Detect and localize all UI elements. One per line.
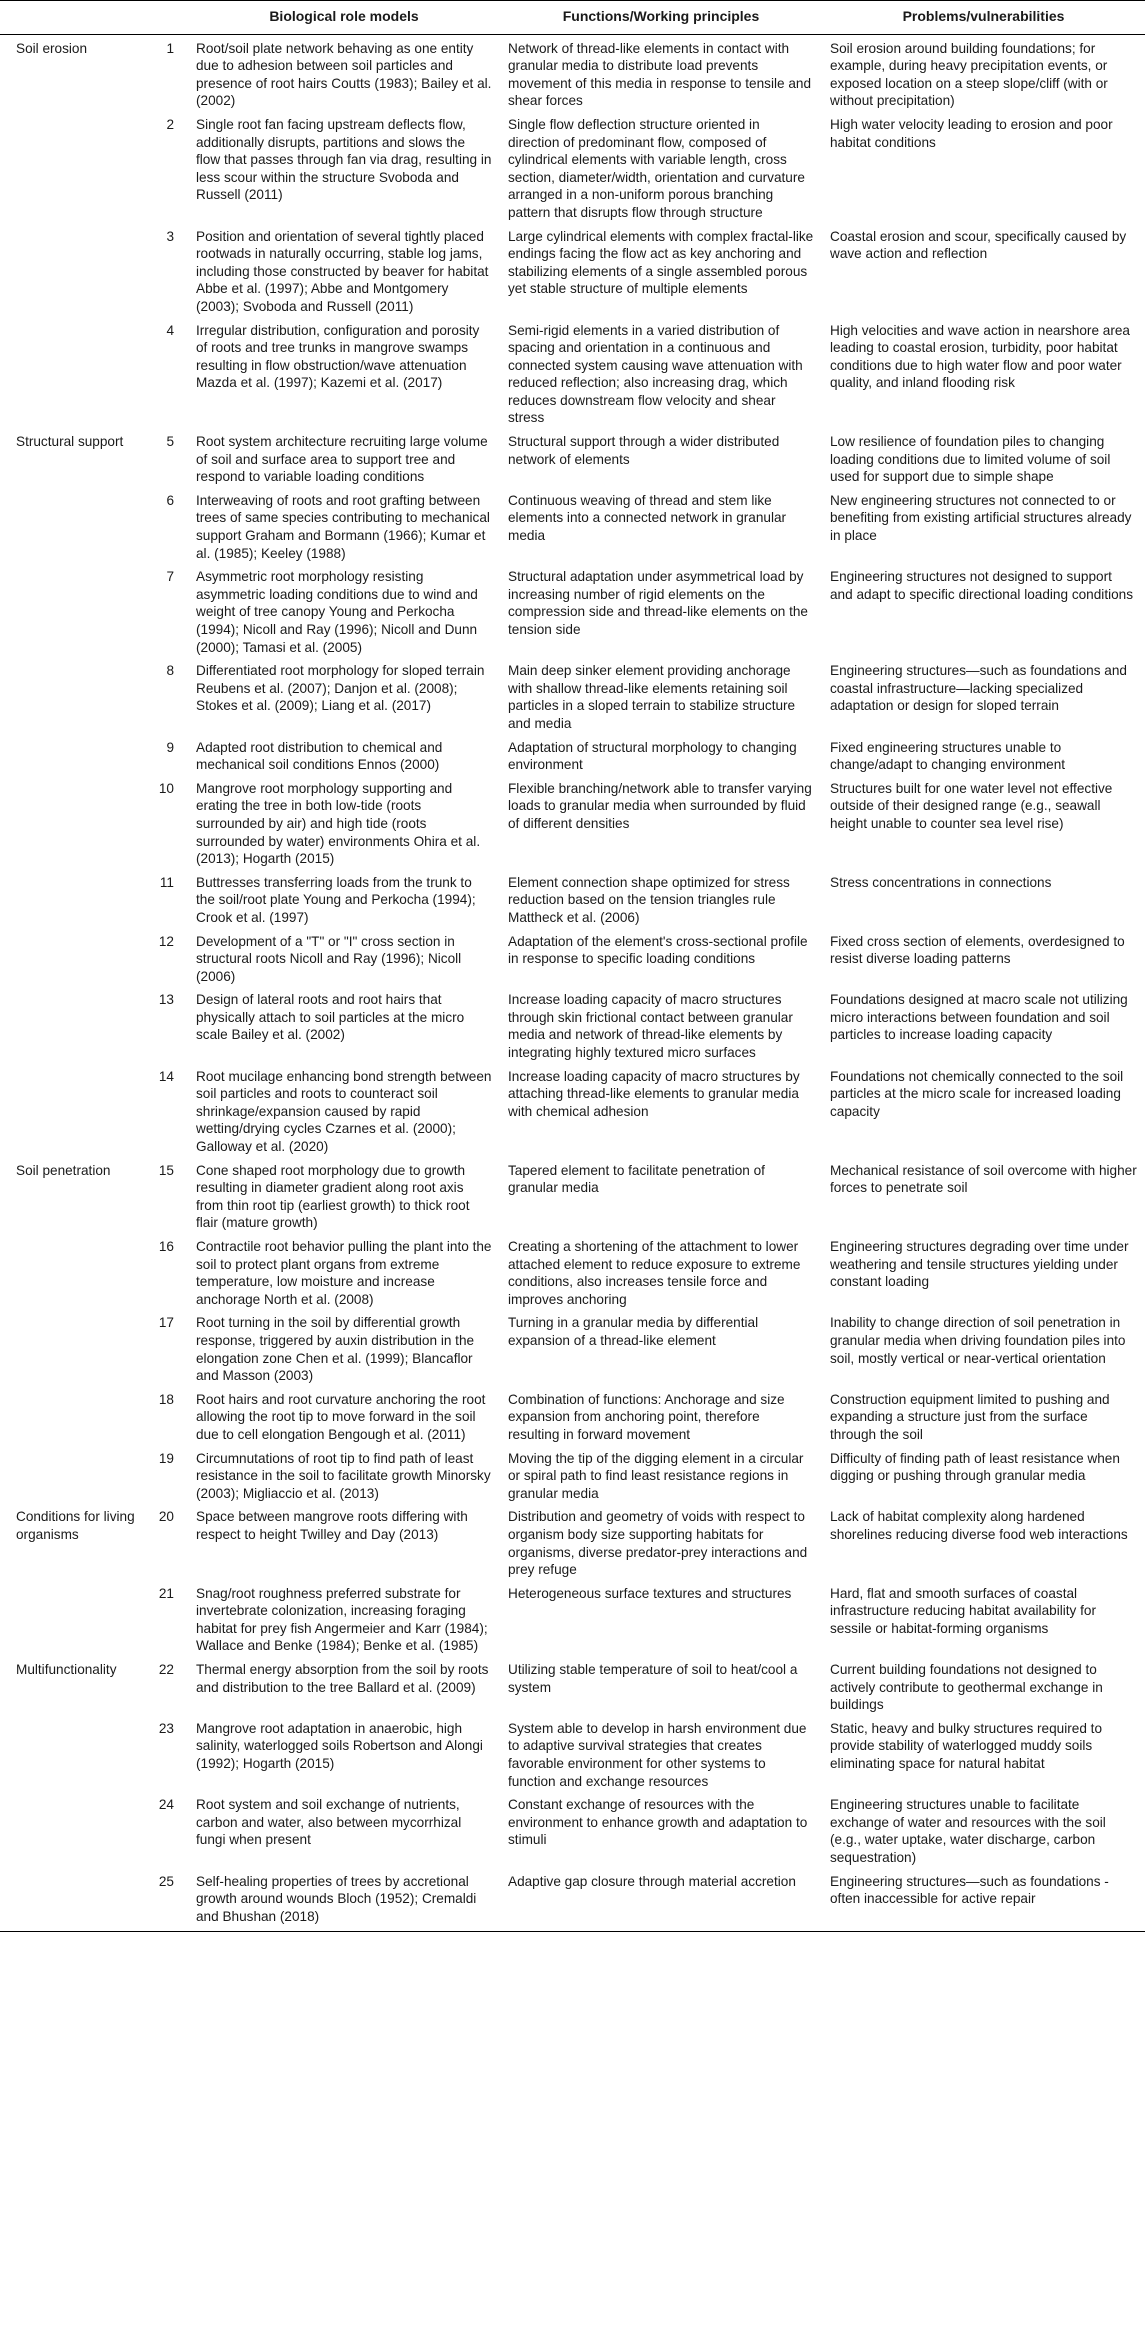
row-number-cell: 21 [158,1585,174,1601]
biological-role-cell: Buttresses transferring loads from the trunk to the soil/root plate Young and Perkocha (1994); Crook et al. (1997) [196,874,476,925]
biological-role-cell: Thermal energy absorption from the soil by roots and distribution to the tree Ballard et al. (2009) [196,1662,489,1695]
category-cell [0,1584,150,1660]
row-number-cell: 12 [158,933,174,949]
biological-role-cell: Contractile root behavior pulling the plant into the soil to protect plant organs from extreme temperature, low moisture and increase anchorage North et al. (2008) [196,1239,492,1307]
row-number-cell: 20 [158,1509,174,1525]
row-number-cell: 13 [158,992,174,1008]
row-number-cell: 23 [158,1720,174,1736]
function-cell: Distribution and geometry of voids with respect to organism body size supporting habitats for organisms, diverse predator-prey interactions and prey refuge [508,1509,808,1578]
category-cell: Structural support [16,434,124,450]
row-number-cell: 10 [158,780,174,796]
biological-role-cell: Single root fan facing upstream deflects flow, additionally disrupts, partitions and slows the flow that passes through fan via drag, resulting in less scour within the structure Svoboda and Russell (2011) [196,116,492,203]
category-cell [0,1067,150,1161]
problem-cell: High velocities and wave action in nearshore area leading to coastal erosion, turbidity, poor habitat conditions due to high water flow and poor water quality, and inland flooding risk [830,322,1130,391]
problem-cell: Inability to change direction of soil penetration in granular media when driving foundation piles into soil, mostly vertical or near-vertical orientation [830,1315,1126,1366]
row-number-cell: 11 [159,874,174,890]
function-cell: Utilizing stable temperature of soil to heat/cool a system [508,1662,798,1695]
table-row [0,738,1145,779]
row-number-cell: 9 [166,739,174,755]
problem-cell: New engineering structures not connected to or benefiting from existing artificial structures already in place [830,492,1132,544]
table-row [0,1313,1145,1389]
category-cell [0,491,150,567]
biological-role-cell: Self-healing properties of trees by accretional growth around wounds Bloch (1952); Cremaldi and Bhushan (2018) [188,1872,500,1932]
biological-role-cell: Design of lateral roots and root hairs that physically attach to soil particles at the micro scale Bailey et al. (2002) [196,992,465,1043]
biological-role-cell: Root/soil plate network behaving as one entity due to adhesion between soil particles and presence of root hairs Coutts (1983); Bailey et al. (2002) [196,40,492,109]
row-number-cell: 8 [166,663,174,679]
problem-cell: Current building foundations not designed to actively contribute to geothermal exchange in buildings [830,1662,1103,1713]
header-problems-vulnerabilities: Problems/vulnerabilities [822,1,1145,35]
biological-role-cell: Circumnutations of root tip to find path of least resistance in the soil to facilitate growth Minorsky (2003); Migliaccio et al. (2013) [196,1450,491,1501]
function-cell: Heterogeneous surface textures and structures [508,1585,792,1601]
table-row [0,1719,1145,1795]
function-cell: Adaptation of structural morphology to changing environment [508,739,797,773]
table-row [0,1390,1145,1449]
function-cell: Increase loading capacity of macro structures through skin frictional contact between granular media and network of thread-like elements by integrating highly textured micro surfaces [508,992,793,1061]
row-number-cell: 24 [158,1797,174,1813]
header-functions-working-principles: Functions/Working principles [500,1,822,35]
function-cell: Single flow deflection structure oriented in direction of predominant flow, composed of cylindrical elements with variable length, cross section, diameter/width, orientation and curvature arranged in a non-uniform porous branching pattern that disrupts flow through structure [508,116,805,220]
function-cell: Adaptation of the element's cross-sectional profile in response to specific loading conditions [508,933,808,967]
table-row [0,990,1145,1066]
biological-role-cell: Adapted root distribution to chemical and mechanical soil conditions Ennos (2000) [196,739,443,773]
header-biological-role-models: Biological role models [188,1,500,35]
problem-cell: Engineering structures—such as foundations and coastal infrastructure—lacking specialized adaptation or design for sloped terrain [830,663,1127,714]
biological-role-cell: Root turning in the soil by differential growth response, triggered by auxin distribution in the elongation zone Chen et al. (1999); Blancaflor and Masson (2003) [196,1315,475,1384]
function-cell: Large cylindrical elements with complex fractal-like endings facing the flow act as key anchoring and stabilizing elements of a single assembled porous yet stable structure of multiple elements [508,228,814,297]
biological-role-cell: Irregular distribution, configuration and porosity of roots and tree trunks in mangrove swamps resulting in flow obstruction/wave attenuation Mazda et al. (1997); Kazemi et al. (2017) [196,322,480,391]
function-cell: Moving the tip of the digging element in a circular or spiral path to find least resistance regions in granular media [508,1450,804,1501]
category-cell [0,227,150,321]
problem-cell: Engineering structures—such as foundations - often inaccessible for active repair [822,1872,1145,1932]
table-row [0,1507,1145,1583]
header-category [0,1,150,35]
table-row [0,1795,1145,1871]
table-row [0,227,1145,321]
category-cell: Conditions for living organisms [16,1509,135,1542]
table-header [0,1,1145,35]
row-number-cell: 16 [158,1239,174,1254]
category-cell [0,1795,150,1871]
problem-cell: Static, heavy and bulky structures required to provide stability of waterlogged muddy soils eliminating space for natural habitat [830,1720,1103,1772]
row-number-cell: 17 [158,1315,174,1331]
table-row [0,321,1145,433]
function-cell: Semi-rigid elements in a varied distribution of spacing and orientation in a continuous and connected system causing wave attenuation with reduced reflection; also increasing drag, which reduces downstream flow velocity and shear stress [508,322,803,426]
function-cell: Flexible branching/network able to transfer varying loads to granular media when surrounded by fluid of different densities [508,780,812,831]
biological-role-cell: Development of a "T" or "I" cross section in structural roots Nicoll and Ray (1996); Nicoll (2006) [196,933,462,984]
problem-cell: Stress concentrations in connections [830,874,1052,890]
row-number-cell: 2 [166,116,174,132]
biological-role-cell: Cone shaped root morphology due to growth resulting in diameter gradient along root axis from thin root tip (earliest growth) to thick root flair (mature growth) [196,1162,470,1231]
table-row [0,661,1145,737]
category-cell [0,990,150,1066]
row-number-cell: 22 [158,1662,174,1678]
table-row [0,873,1145,932]
problem-cell: Coastal erosion and scour, specifically caused by wave action and reflection [830,228,1127,262]
category-cell [0,1719,150,1795]
table-row [0,779,1145,873]
biological-role-cell: Asymmetric root morphology resisting asymmetric loading conditions due to wind and weight of tree canopy Young and Perkocha (1994); Nicoll and Ray (1996); Nicoll and Dunn (2000); Tamasi et al. (2005) [196,569,478,655]
biological-role-cell: Root system architecture recruiting large volume of soil and surface area to support tree and respond to variable loading conditions [196,434,488,485]
problem-cell: Engineering structures unable to facilitate exchange of water and resources with the soil (e.g., water uptake, water discharge, carbon sequestration) [830,1797,1106,1865]
function-cell: Adaptive gap closure through material accretion [500,1872,822,1932]
category-cell [0,567,150,661]
function-cell: Structural support through a wider distributed network of elements [508,434,780,467]
row-number-cell: 4 [166,322,174,338]
category-cell [0,873,150,932]
row-number-cell: 18 [158,1391,174,1407]
category-cell [0,1390,150,1449]
table-row [0,567,1145,661]
table-row [0,115,1145,227]
biological-role-cell: Root system and soil exchange of nutrients, carbon and water, also between mycorrhizal fungi when present [196,1797,462,1848]
problem-cell: Engineering structures not designed to support and adapt to specific directional loading conditions [830,569,1134,602]
problem-cell: Fixed cross section of elements, overdesigned to resist diverse loading patterns [830,933,1125,967]
biological-role-cell: Mangrove root morphology supporting and erating the tree in both low-tide (roots surrounded by air) and high tide (roots surrounded by water) environments Ohira et al. (2013); Hogarth (2015) [196,780,481,867]
function-cell: Constant exchange of resources with the environment to enhance growth and adaptation to stimuli [508,1797,808,1848]
problem-cell: Structures built for one water level not effective outside of their designed range (e.g., seawall height unable to counter sea level rise) [830,780,1113,831]
category-cell [0,779,150,873]
row-number-cell: 7 [166,569,174,585]
row-number-cell: 14 [158,1068,174,1084]
row-number-cell: 3 [166,228,174,244]
problem-cell: Foundations designed at macro scale not utilizing micro interactions between foundation and soil particles to increase loading capacity [830,992,1128,1043]
function-cell: Main deep sinker element providing anchorage with shallow thread-like elements retaining soil particles in a sloped terrain to stabilize structure and media [508,663,796,731]
function-cell: Combination of functions: Anchorage and size expansion from anchoring point, therefore resulting in forward movement [508,1391,785,1442]
function-cell: Turning in a granular media by differential expansion of a thread-like element [508,1315,759,1348]
table-row [0,432,1145,491]
row-number-cell: 15 [158,1162,174,1178]
problem-cell: Hard, flat and smooth surfaces of coastal infrastructure reducing habitat availability for sessile or habitat-forming organisms [830,1585,1096,1636]
problem-cell: High water velocity leading to erosion and poor habitat conditions [830,116,1113,150]
problem-cell: Fixed engineering structures unable to change/adapt to changing environment [830,739,1066,773]
table-row [0,1584,1145,1660]
function-cell: Tapered element to facilitate penetration of granular media [508,1162,765,1196]
table-row [0,491,1145,567]
category-cell [0,932,150,991]
category-cell [0,1872,150,1932]
biological-role-cell: Differentiated root morphology for sloped terrain Reubens et al. (2007); Danjon et al. (2008); Stokes et al. (2009); Liang et al. (2017) [196,663,485,714]
problem-cell: Low resilience of foundation piles to changing loading conditions due to limited volume of soil used for support due to simple shape [830,434,1111,485]
table-row [0,34,1145,115]
biological-role-cell: Position and orientation of several tightly placed rootwads in naturally occurring, stable log jams, including those constructed by beaver for habitat Abbe et al. (1997); Abbe and Montgomery (2003); Svoboda and Russell (2011) [196,228,489,314]
table-row [0,1660,1145,1719]
category-cell [0,738,150,779]
table-row [0,932,1145,991]
problem-cell: Engineering structures degrading over time under weathering and tensile structures yielding under constant loading [830,1239,1129,1290]
function-cell: System able to develop in harsh environment due to adaptive survival strategies that creates favorable environment for other systems to function and exchange resources [508,1720,807,1789]
row-number-cell: 1 [166,40,174,56]
biological-role-cell: Interweaving of roots and root grafting between trees of same species contributing to mechanical support Graham and Bormann (1966); Kumar et al. (1985); Keeley (1988) [196,492,490,561]
header-number [150,1,188,35]
problem-cell: Lack of habitat complexity along hardened shorelines reducing diverse food web interactions [830,1509,1128,1542]
function-cell: Increase loading capacity of macro structures by attaching thread-like elements to granular media with chemical adhesion [508,1068,800,1119]
table-row [0,1872,1145,1932]
category-cell [0,1313,150,1389]
problem-cell: Difficulty of finding path of least resistance when digging or pushing through granular media [830,1450,1120,1484]
biological-role-cell: Root hairs and root curvature anchoring the root allowing the root tip to move forward in the soil due to cell elongation Bengough et al. (2011) [196,1391,486,1442]
table-row [0,1161,1145,1237]
table-row [0,1449,1145,1508]
category-cell [0,115,150,227]
category-cell [0,321,150,433]
function-cell: Creating a shortening of the attachment to lower attached element to reduce exposure to extreme conditions, also increases tensile force and improves anchoring [508,1239,801,1307]
problem-cell: Mechanical resistance of soil overcome with higher forces to penetrate soil [830,1162,1137,1196]
function-cell: Element connection shape optimized for stress reduction based on the tension triangles rule Mattheck et al. (2006) [508,874,790,925]
table-row [0,1237,1145,1313]
problem-cell: Soil erosion around building foundations; for example, during heavy precipitation events, or exposed location on a steep slope/cliff (with or without precipitation) [830,40,1108,109]
row-number-cell: 25 [150,1872,188,1932]
function-cell: Continuous weaving of thread and stem like elements into a connected network in granular media [508,492,787,544]
category-cell [0,1237,150,1313]
table-body [0,34,1145,1932]
row-number-cell: 5 [166,434,174,450]
function-cell: Structural adaptation under asymmetrical load by increasing number of rigid elements on the compression side and thread-like elements on the tension side [508,569,808,637]
category-cell: Soil erosion [16,40,88,56]
biological-role-cell: Space between mangrove roots differing with respect to height Twilley and Day (2013) [196,1509,468,1542]
biological-role-cell: Mangrove root adaptation in anaerobic, high salinity, waterlogged soils Robertson and Alongi (1992); Hogarth (2015) [196,1720,483,1772]
header-row [0,1,1145,35]
function-cell: Network of thread-like elements in contact with granular media to distribute load prevents movement of this media in response to tensile and shear forces [508,40,812,109]
problem-cell: Construction equipment limited to pushing and expanding a structure just from the surface through the soil [830,1391,1110,1442]
biological-role-cell: Snag/root roughness preferred substrate for invertebrate colonization, increasing foraging habitat for prey fish Angermeier and Karr (1984); Wallace and Benke (1984); Benke et al. (1985) [196,1585,488,1654]
row-number-cell: 19 [158,1450,174,1466]
category-cell [0,1449,150,1508]
category-cell: Soil penetration [16,1162,111,1178]
problem-cell: Foundations not chemically connected to the soil particles at the micro scale for increased loading capacity [830,1068,1124,1119]
row-number-cell: 6 [166,492,174,508]
table-row [0,1067,1145,1161]
biological-role-cell: Root mucilage enhancing bond strength between soil particles and roots to counteract soil shrinkage/expansion caused by rapid wetting/drying cycles Czarnes et al. (2000); Galloway et al. (2020) [196,1068,492,1155]
category-cell: Multifunctionality [16,1662,117,1678]
category-cell [0,661,150,737]
